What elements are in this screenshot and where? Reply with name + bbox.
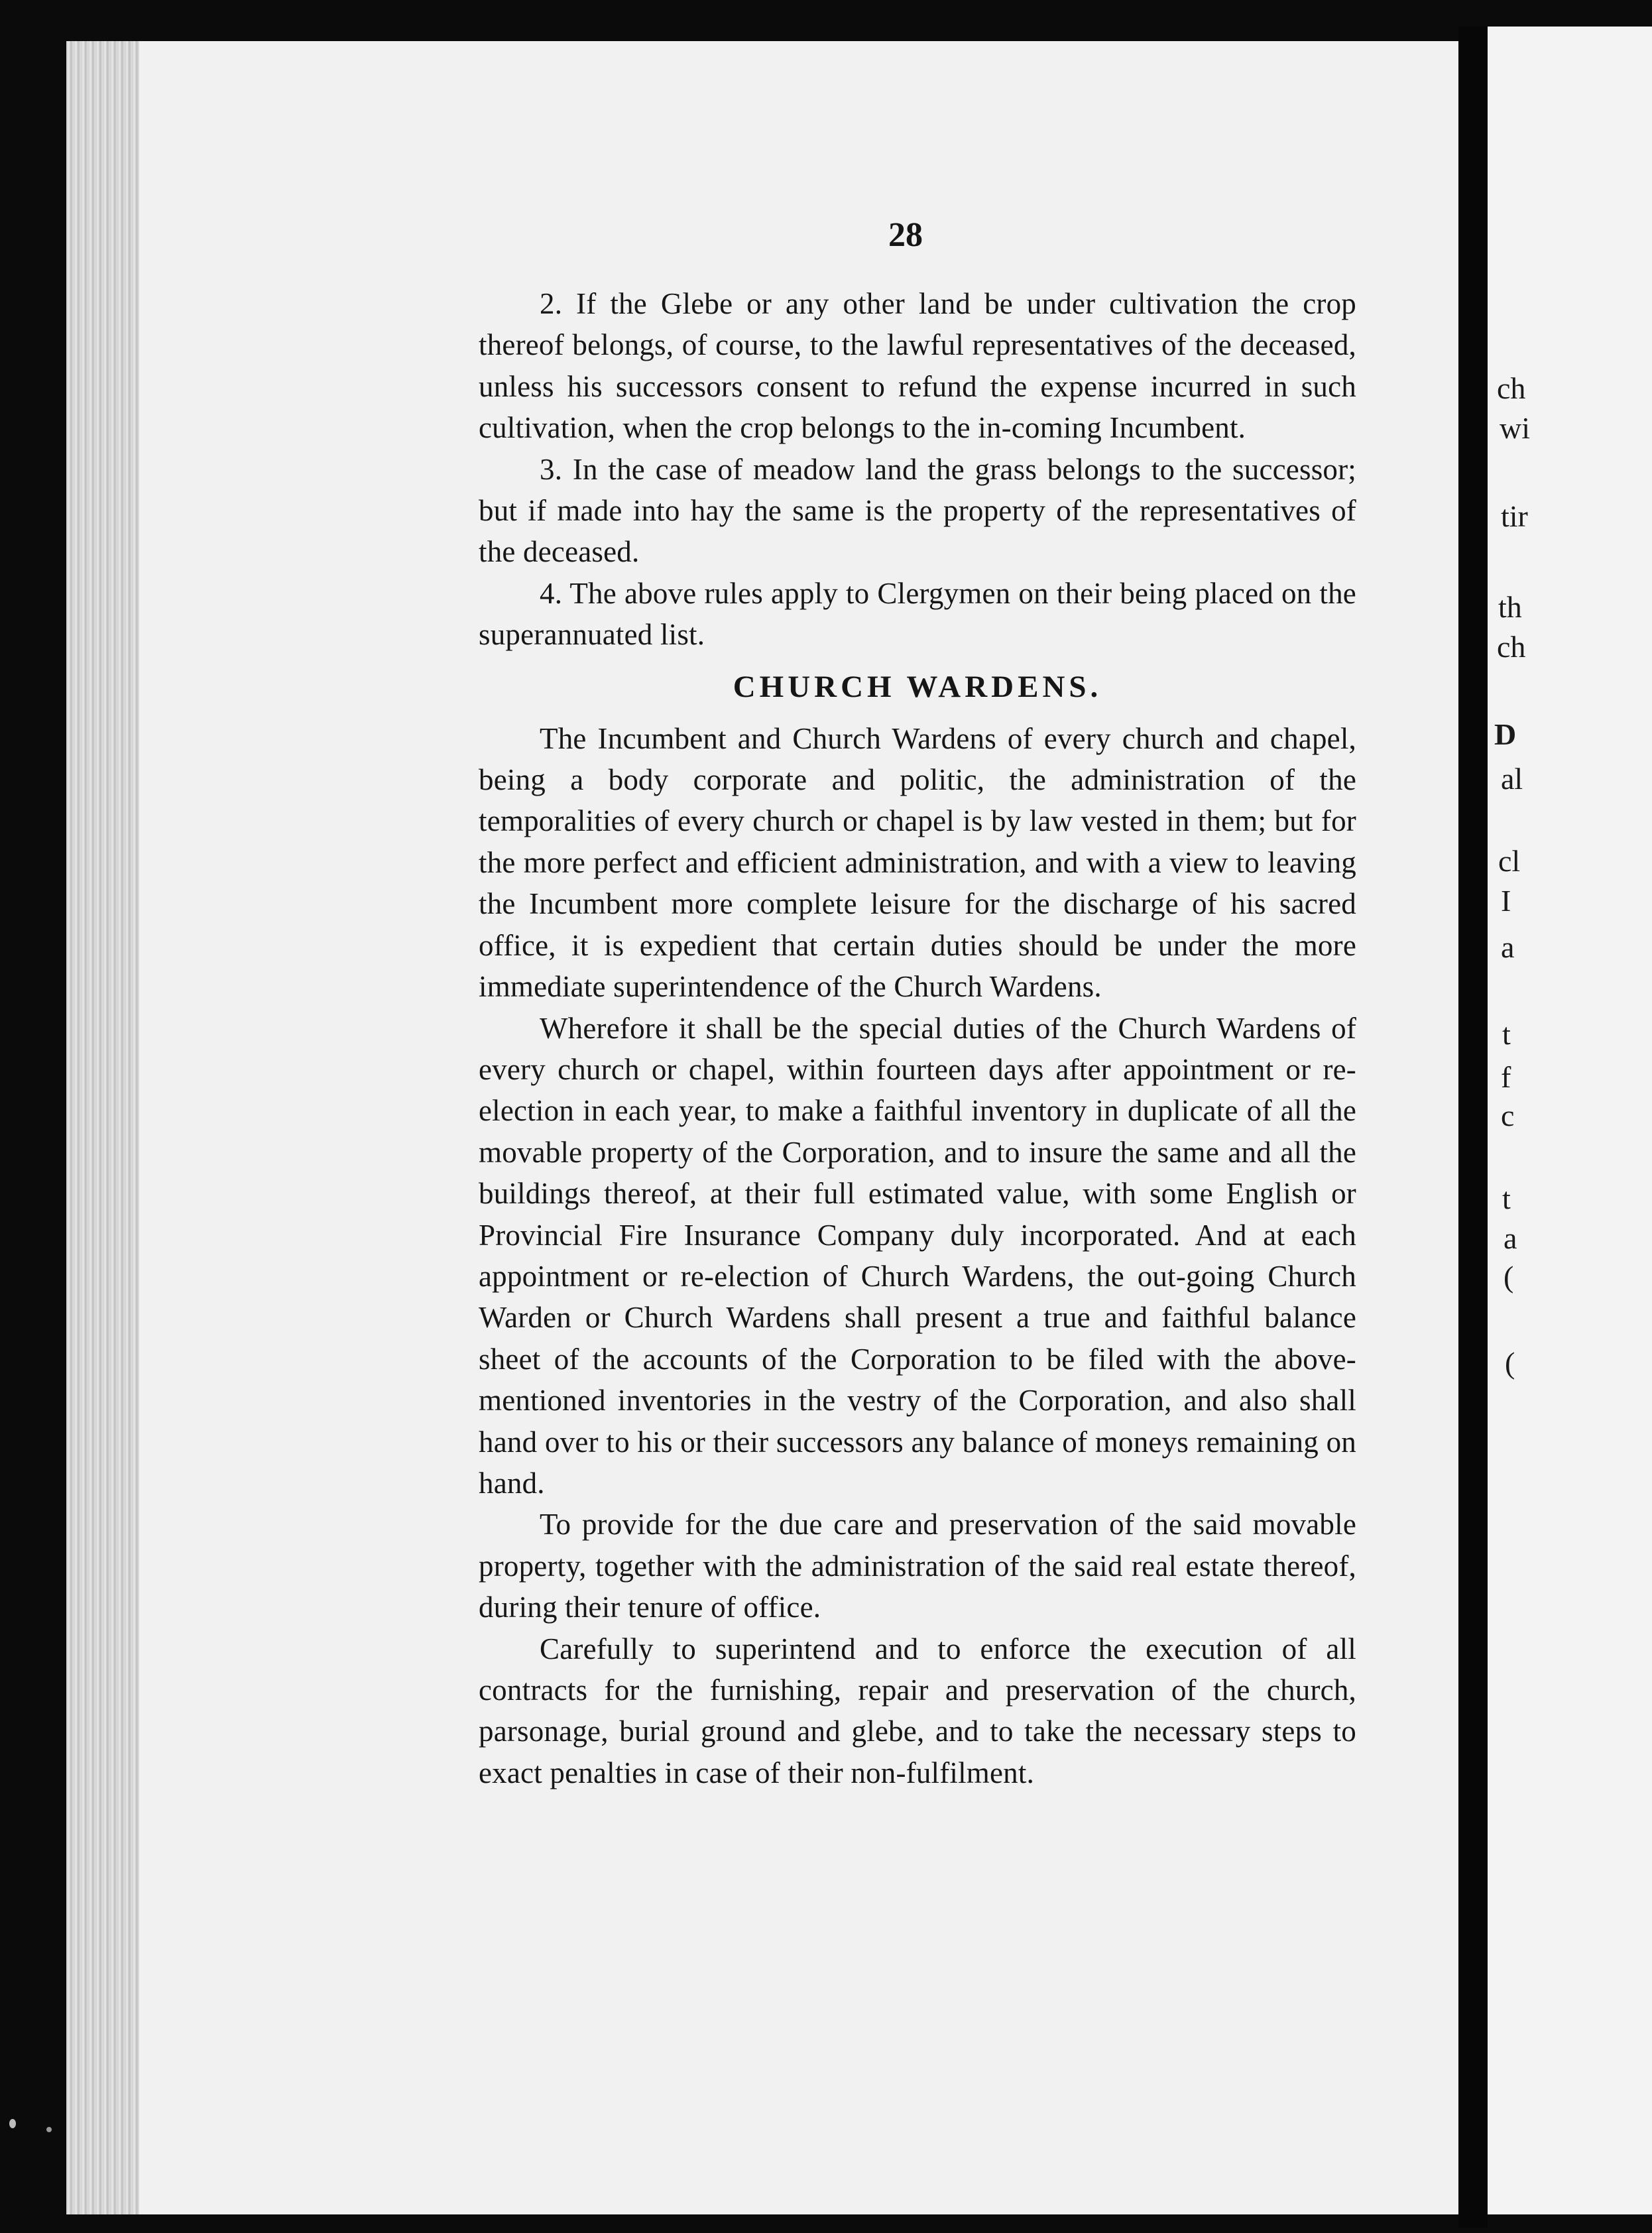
- facing-fragment: a: [1504, 1221, 1517, 1255]
- facing-fragment: al: [1501, 762, 1523, 796]
- facing-fragment: D: [1494, 717, 1517, 751]
- facing-fragment: ch: [1497, 371, 1526, 405]
- scan-speck: [9, 2119, 16, 2128]
- facing-fragment: a: [1501, 930, 1515, 964]
- facing-fragment: (: [1505, 1346, 1515, 1380]
- paragraph: 3. In the case of meadow land the grass belongs to the successor; but if made into hay the same is the property of the representatives of the deceased.: [479, 452, 1356, 569]
- facing-page-fragment: [1488, 27, 1652, 2214]
- facing-fragment: th: [1498, 590, 1522, 624]
- facing-fragment: t: [1502, 1017, 1511, 1051]
- facing-fragment: t: [1502, 1181, 1511, 1215]
- paragraph: 2. If the Glebe or any other land be under cultivation the crop thereof belongs, of course, to the lawful representatives of the deceased, unless his successors consent to refund the expense incurred in such cultivation, when the crop belongs to the in-coming Incumbent.: [479, 287, 1356, 445]
- paragraph: Carefully to superintend and to enforce the execution of all contracts for the furnishing, repair and preservation of the church, parsonage, burial ground and glebe, and to take the necessary steps to exact penalties in case of their non-fulfilment.: [479, 1632, 1356, 1789]
- facing-fragment: (: [1504, 1260, 1514, 1294]
- paragraph: Wherefore it shall be the special duties of the Church Wardens of every church or chapel, within fourteen days after appointment or re-election in each year, to make a faithful inventory in duplicate of all the movable property of the Corporation, and to insure the same and all the buildings thereof, at their full estimated value, with some English or Provincial Fire Insurance Company duly incorporated. And at each appointment or re-election of Church Wardens, the out-going Church Warden or Church Wardens shall present a true and faithful balance sheet of the accounts of the Corporation to be filed with the above-mentioned inventories in the vestry of the Corporation, and also shall hand over to his or their successors any balance of moneys remaining on hand.: [479, 1011, 1356, 1500]
- page-text-block: [479, 283, 1356, 1793]
- section-heading: CHURCH WARDENS.: [733, 669, 1102, 704]
- page-edge-stack: [66, 41, 139, 2214]
- paragraph: To provide for the due care and preservation of the said movable property, together with the administration of the said real estate thereof, during their tenure of office.: [479, 1508, 1356, 1624]
- facing-fragment: f: [1501, 1060, 1511, 1094]
- facing-fragment: c: [1501, 1099, 1515, 1132]
- facing-fragment: ch: [1497, 630, 1526, 664]
- facing-fragment: I: [1501, 884, 1511, 918]
- page-number: 28: [888, 216, 923, 254]
- book-gutter: [1458, 27, 1488, 2228]
- paragraph: 4. The above rules apply to Clergymen on their being placed on the superannuated list.: [479, 576, 1356, 652]
- paragraph: The Incumbent and Church Wardens of every church and chapel, being a body corporate and politic, the administration of the temporalities of every church or chapel is by law vested in them; but for the more perfect and efficient administration, and with a view to leaving the Incumbent more complete leisure for the discharge of his sacred office, it is expedient that certain duties should be under the more immediate superintendence of the Church Wardens.: [479, 721, 1356, 1004]
- facing-fragment: cl: [1498, 844, 1521, 878]
- scan-speck: [46, 2127, 52, 2132]
- facing-fragment: wi: [1500, 411, 1530, 445]
- facing-fragment: tir: [1501, 499, 1528, 533]
